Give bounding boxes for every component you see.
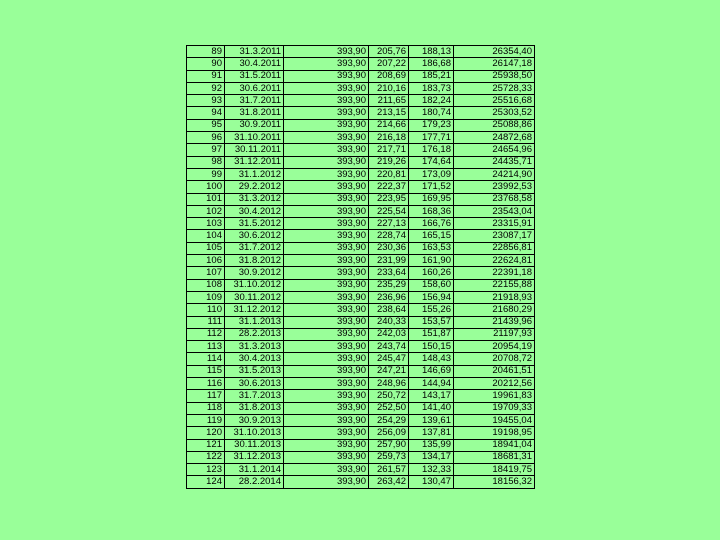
principal-cell: 238,64 <box>369 304 409 316</box>
table-row <box>187 304 535 316</box>
due-date-cell: 31.12.2013 <box>225 451 284 463</box>
principal-cell: 235,29 <box>369 279 409 291</box>
interest-cell: 148,43 <box>409 353 454 365</box>
due-date-cell: 30.6.2013 <box>225 378 284 390</box>
due-date-cell: 28.2.2013 <box>225 328 284 340</box>
payment-number-cell: 120 <box>187 427 225 439</box>
payment-number-cell: 108 <box>187 279 225 291</box>
principal-cell: 243,74 <box>369 341 409 353</box>
interest-cell: 156,94 <box>409 291 454 303</box>
principal-cell: 210,16 <box>369 82 409 94</box>
table-row <box>187 46 535 58</box>
interest-cell: 171,52 <box>409 181 454 193</box>
principal-cell: 233,64 <box>369 267 409 279</box>
payment-number-cell: 109 <box>187 291 225 303</box>
balance-cell: 19961,83 <box>454 390 535 402</box>
balance-cell: 18941,04 <box>454 439 535 451</box>
principal-cell: 217,71 <box>369 144 409 156</box>
installment-cell: 393,90 <box>284 144 369 156</box>
principal-cell: 214,66 <box>369 119 409 131</box>
balance-cell: 24435,71 <box>454 156 535 168</box>
installment-cell: 393,90 <box>284 107 369 119</box>
table-row <box>187 341 535 353</box>
table-row <box>187 316 535 328</box>
balance-cell: 19455,04 <box>454 414 535 426</box>
interest-cell: 141,40 <box>409 402 454 414</box>
balance-cell: 22856,81 <box>454 242 535 254</box>
installment-cell: 393,90 <box>284 181 369 193</box>
due-date-cell: 31.7.2011 <box>225 95 284 107</box>
due-date-cell: 31.12.2012 <box>225 304 284 316</box>
payment-number-cell: 102 <box>187 205 225 217</box>
interest-cell: 185,21 <box>409 70 454 82</box>
due-date-cell: 31.1.2014 <box>225 464 284 476</box>
payment-number-cell: 119 <box>187 414 225 426</box>
payment-number-cell: 122 <box>187 451 225 463</box>
due-date-cell: 31.5.2013 <box>225 365 284 377</box>
due-date-cell: 30.4.2012 <box>225 205 284 217</box>
installment-cell: 393,90 <box>284 328 369 340</box>
payment-number-cell: 98 <box>187 156 225 168</box>
installment-cell: 393,90 <box>284 414 369 426</box>
balance-cell: 19709,33 <box>454 402 535 414</box>
due-date-cell: 30.9.2012 <box>225 267 284 279</box>
payment-number-cell: 112 <box>187 328 225 340</box>
balance-cell: 20461,51 <box>454 365 535 377</box>
due-date-cell: 31.10.2013 <box>225 427 284 439</box>
table-row <box>187 242 535 254</box>
table-row <box>187 439 535 451</box>
table-row <box>187 58 535 70</box>
due-date-cell: 30.9.2013 <box>225 414 284 426</box>
principal-cell: 247,21 <box>369 365 409 377</box>
interest-cell: 146,69 <box>409 365 454 377</box>
installment-cell: 393,90 <box>284 95 369 107</box>
balance-cell: 24654,96 <box>454 144 535 156</box>
table-row <box>187 230 535 242</box>
table-row <box>187 427 535 439</box>
installment-cell: 393,90 <box>284 378 369 390</box>
interest-cell: 130,47 <box>409 476 454 488</box>
balance-cell: 22391,18 <box>454 267 535 279</box>
principal-cell: 240,33 <box>369 316 409 328</box>
due-date-cell: 31.5.2011 <box>225 70 284 82</box>
payment-number-cell: 90 <box>187 58 225 70</box>
payment-number-cell: 113 <box>187 341 225 353</box>
interest-cell: 174,64 <box>409 156 454 168</box>
installment-cell: 393,90 <box>284 353 369 365</box>
principal-cell: 231,99 <box>369 255 409 267</box>
table-row <box>187 156 535 168</box>
principal-cell: 219,26 <box>369 156 409 168</box>
payment-number-cell: 104 <box>187 230 225 242</box>
installment-cell: 393,90 <box>284 70 369 82</box>
table-row <box>187 378 535 390</box>
due-date-cell: 30.11.2012 <box>225 291 284 303</box>
due-date-cell: 31.8.2013 <box>225 402 284 414</box>
payment-number-cell: 89 <box>187 46 225 58</box>
balance-cell: 23315,91 <box>454 218 535 230</box>
payment-number-cell: 107 <box>187 267 225 279</box>
payment-number-cell: 123 <box>187 464 225 476</box>
table-row <box>187 181 535 193</box>
principal-cell: 254,29 <box>369 414 409 426</box>
installment-cell: 393,90 <box>284 193 369 205</box>
principal-cell: 257,90 <box>369 439 409 451</box>
due-date-cell: 31.10.2011 <box>225 132 284 144</box>
balance-cell: 20708,72 <box>454 353 535 365</box>
table-row <box>187 267 535 279</box>
principal-cell: 228,74 <box>369 230 409 242</box>
payment-number-cell: 118 <box>187 402 225 414</box>
principal-cell: 223,95 <box>369 193 409 205</box>
installment-cell: 393,90 <box>284 156 369 168</box>
interest-cell: 134,17 <box>409 451 454 463</box>
balance-cell: 26147,18 <box>454 58 535 70</box>
interest-cell: 169,95 <box>409 193 454 205</box>
payment-number-cell: 114 <box>187 353 225 365</box>
principal-cell: 256,09 <box>369 427 409 439</box>
installment-cell: 393,90 <box>284 218 369 230</box>
due-date-cell: 30.4.2011 <box>225 58 284 70</box>
balance-cell: 18419,75 <box>454 464 535 476</box>
interest-cell: 176,18 <box>409 144 454 156</box>
table-row <box>187 390 535 402</box>
table-row <box>187 291 535 303</box>
table-row <box>187 476 535 488</box>
balance-cell: 23992,53 <box>454 181 535 193</box>
table-row <box>187 353 535 365</box>
due-date-cell: 30.11.2011 <box>225 144 284 156</box>
table-row <box>187 464 535 476</box>
payment-number-cell: 105 <box>187 242 225 254</box>
principal-cell: 242,03 <box>369 328 409 340</box>
due-date-cell: 31.8.2011 <box>225 107 284 119</box>
interest-cell: 166,76 <box>409 218 454 230</box>
principal-cell: 222,37 <box>369 181 409 193</box>
payment-number-cell: 95 <box>187 119 225 131</box>
due-date-cell: 28.2.2014 <box>225 476 284 488</box>
balance-cell: 21197,93 <box>454 328 535 340</box>
payment-number-cell: 103 <box>187 218 225 230</box>
due-date-cell: 31.3.2013 <box>225 341 284 353</box>
balance-cell: 24214,90 <box>454 168 535 180</box>
payment-number-cell: 94 <box>187 107 225 119</box>
installment-cell: 393,90 <box>284 365 369 377</box>
balance-cell: 25516,68 <box>454 95 535 107</box>
payment-number-cell: 96 <box>187 132 225 144</box>
due-date-cell: 30.6.2012 <box>225 230 284 242</box>
payment-number-cell: 99 <box>187 168 225 180</box>
payment-number-cell: 91 <box>187 70 225 82</box>
table-row <box>187 82 535 94</box>
interest-cell: 183,73 <box>409 82 454 94</box>
interest-cell: 186,68 <box>409 58 454 70</box>
installment-cell: 393,90 <box>284 58 369 70</box>
amortization-table <box>186 45 535 489</box>
payment-number-cell: 92 <box>187 82 225 94</box>
interest-cell: 161,90 <box>409 255 454 267</box>
table-row <box>187 70 535 82</box>
balance-cell: 23768,58 <box>454 193 535 205</box>
payment-number-cell: 106 <box>187 255 225 267</box>
interest-cell: 179,23 <box>409 119 454 131</box>
principal-cell: 208,69 <box>369 70 409 82</box>
table-row <box>187 402 535 414</box>
installment-cell: 393,90 <box>284 119 369 131</box>
balance-cell: 23543,04 <box>454 205 535 217</box>
balance-cell: 26354,40 <box>454 46 535 58</box>
payment-number-cell: 97 <box>187 144 225 156</box>
due-date-cell: 31.3.2011 <box>225 46 284 58</box>
installment-cell: 393,90 <box>284 82 369 94</box>
interest-cell: 144,94 <box>409 378 454 390</box>
balance-cell: 22155,88 <box>454 279 535 291</box>
table-row <box>187 365 535 377</box>
table-row <box>187 218 535 230</box>
due-date-cell: 30.6.2011 <box>225 82 284 94</box>
due-date-cell: 31.5.2012 <box>225 218 284 230</box>
principal-cell: 225,54 <box>369 205 409 217</box>
principal-cell: 213,15 <box>369 107 409 119</box>
balance-cell: 25938,50 <box>454 70 535 82</box>
due-date-cell: 31.3.2012 <box>225 193 284 205</box>
installment-cell: 393,90 <box>284 279 369 291</box>
installment-cell: 393,90 <box>284 132 369 144</box>
installment-cell: 393,90 <box>284 451 369 463</box>
table-row <box>187 451 535 463</box>
principal-cell: 259,73 <box>369 451 409 463</box>
interest-cell: 137,81 <box>409 427 454 439</box>
installment-cell: 393,90 <box>284 46 369 58</box>
table-row <box>187 144 535 156</box>
due-date-cell: 31.8.2012 <box>225 255 284 267</box>
balance-cell: 24872,68 <box>454 132 535 144</box>
table-row <box>187 255 535 267</box>
interest-cell: 163,53 <box>409 242 454 254</box>
table-row <box>187 95 535 107</box>
interest-cell: 158,60 <box>409 279 454 291</box>
due-date-cell: 31.12.2011 <box>225 156 284 168</box>
payment-number-cell: 116 <box>187 378 225 390</box>
table-row <box>187 132 535 144</box>
due-date-cell: 31.7.2012 <box>225 242 284 254</box>
balance-cell: 23087,17 <box>454 230 535 242</box>
principal-cell: 216,18 <box>369 132 409 144</box>
principal-cell: 207,22 <box>369 58 409 70</box>
balance-cell: 25303,52 <box>454 107 535 119</box>
installment-cell: 393,90 <box>284 205 369 217</box>
installment-cell: 393,90 <box>284 439 369 451</box>
installment-cell: 393,90 <box>284 304 369 316</box>
due-date-cell: 31.7.2013 <box>225 390 284 402</box>
table-row <box>187 119 535 131</box>
principal-cell: 211,65 <box>369 95 409 107</box>
interest-cell: 139,61 <box>409 414 454 426</box>
table-row <box>187 279 535 291</box>
installment-cell: 393,90 <box>284 402 369 414</box>
balance-cell: 20212,56 <box>454 378 535 390</box>
principal-cell: 263,42 <box>369 476 409 488</box>
installment-cell: 393,90 <box>284 316 369 328</box>
principal-cell: 205,76 <box>369 46 409 58</box>
interest-cell: 143,17 <box>409 390 454 402</box>
table-row <box>187 205 535 217</box>
payment-number-cell: 115 <box>187 365 225 377</box>
principal-cell: 261,57 <box>369 464 409 476</box>
interest-cell: 165,15 <box>409 230 454 242</box>
interest-cell: 160,26 <box>409 267 454 279</box>
installment-cell: 393,90 <box>284 255 369 267</box>
installment-cell: 393,90 <box>284 427 369 439</box>
due-date-cell: 30.9.2011 <box>225 119 284 131</box>
installment-cell: 393,90 <box>284 476 369 488</box>
interest-cell: 151,87 <box>409 328 454 340</box>
principal-cell: 250,72 <box>369 390 409 402</box>
interest-cell: 182,24 <box>409 95 454 107</box>
installment-cell: 393,90 <box>284 464 369 476</box>
interest-cell: 173,09 <box>409 168 454 180</box>
due-date-cell: 30.11.2013 <box>225 439 284 451</box>
principal-cell: 236,96 <box>369 291 409 303</box>
principal-cell: 248,96 <box>369 378 409 390</box>
due-date-cell: 30.4.2013 <box>225 353 284 365</box>
principal-cell: 252,50 <box>369 402 409 414</box>
balance-cell: 20954,19 <box>454 341 535 353</box>
payment-number-cell: 93 <box>187 95 225 107</box>
installment-cell: 393,90 <box>284 390 369 402</box>
interest-cell: 180,74 <box>409 107 454 119</box>
interest-cell: 177,71 <box>409 132 454 144</box>
interest-cell: 188,13 <box>409 46 454 58</box>
balance-cell: 22624,81 <box>454 255 535 267</box>
due-date-cell: 31.1.2013 <box>225 316 284 328</box>
interest-cell: 153,57 <box>409 316 454 328</box>
table-row <box>187 328 535 340</box>
principal-cell: 245,47 <box>369 353 409 365</box>
table-row <box>187 168 535 180</box>
balance-cell: 21439,96 <box>454 316 535 328</box>
installment-cell: 393,90 <box>284 341 369 353</box>
table-row <box>187 107 535 119</box>
table-body <box>187 46 535 489</box>
table-row <box>187 414 535 426</box>
installment-cell: 393,90 <box>284 230 369 242</box>
interest-cell: 155,26 <box>409 304 454 316</box>
installment-cell: 393,90 <box>284 168 369 180</box>
principal-cell: 230,36 <box>369 242 409 254</box>
due-date-cell: 31.10.2012 <box>225 279 284 291</box>
table-row <box>187 193 535 205</box>
interest-cell: 135,99 <box>409 439 454 451</box>
installment-cell: 393,90 <box>284 267 369 279</box>
payment-number-cell: 111 <box>187 316 225 328</box>
due-date-cell: 31.1.2012 <box>225 168 284 180</box>
payment-number-cell: 117 <box>187 390 225 402</box>
principal-cell: 220,81 <box>369 168 409 180</box>
payment-number-cell: 110 <box>187 304 225 316</box>
installment-cell: 393,90 <box>284 291 369 303</box>
balance-cell: 19198,95 <box>454 427 535 439</box>
balance-cell: 25088,86 <box>454 119 535 131</box>
balance-cell: 21680,29 <box>454 304 535 316</box>
payment-number-cell: 124 <box>187 476 225 488</box>
due-date-cell: 29.2.2012 <box>225 181 284 193</box>
payment-number-cell: 100 <box>187 181 225 193</box>
balance-cell: 18156,32 <box>454 476 535 488</box>
interest-cell: 150,15 <box>409 341 454 353</box>
installment-cell: 393,90 <box>284 242 369 254</box>
balance-cell: 25728,33 <box>454 82 535 94</box>
payment-number-cell: 121 <box>187 439 225 451</box>
interest-cell: 132,33 <box>409 464 454 476</box>
interest-cell: 168,36 <box>409 205 454 217</box>
balance-cell: 21918,93 <box>454 291 535 303</box>
balance-cell: 18681,31 <box>454 451 535 463</box>
payment-number-cell: 101 <box>187 193 225 205</box>
principal-cell: 227,13 <box>369 218 409 230</box>
